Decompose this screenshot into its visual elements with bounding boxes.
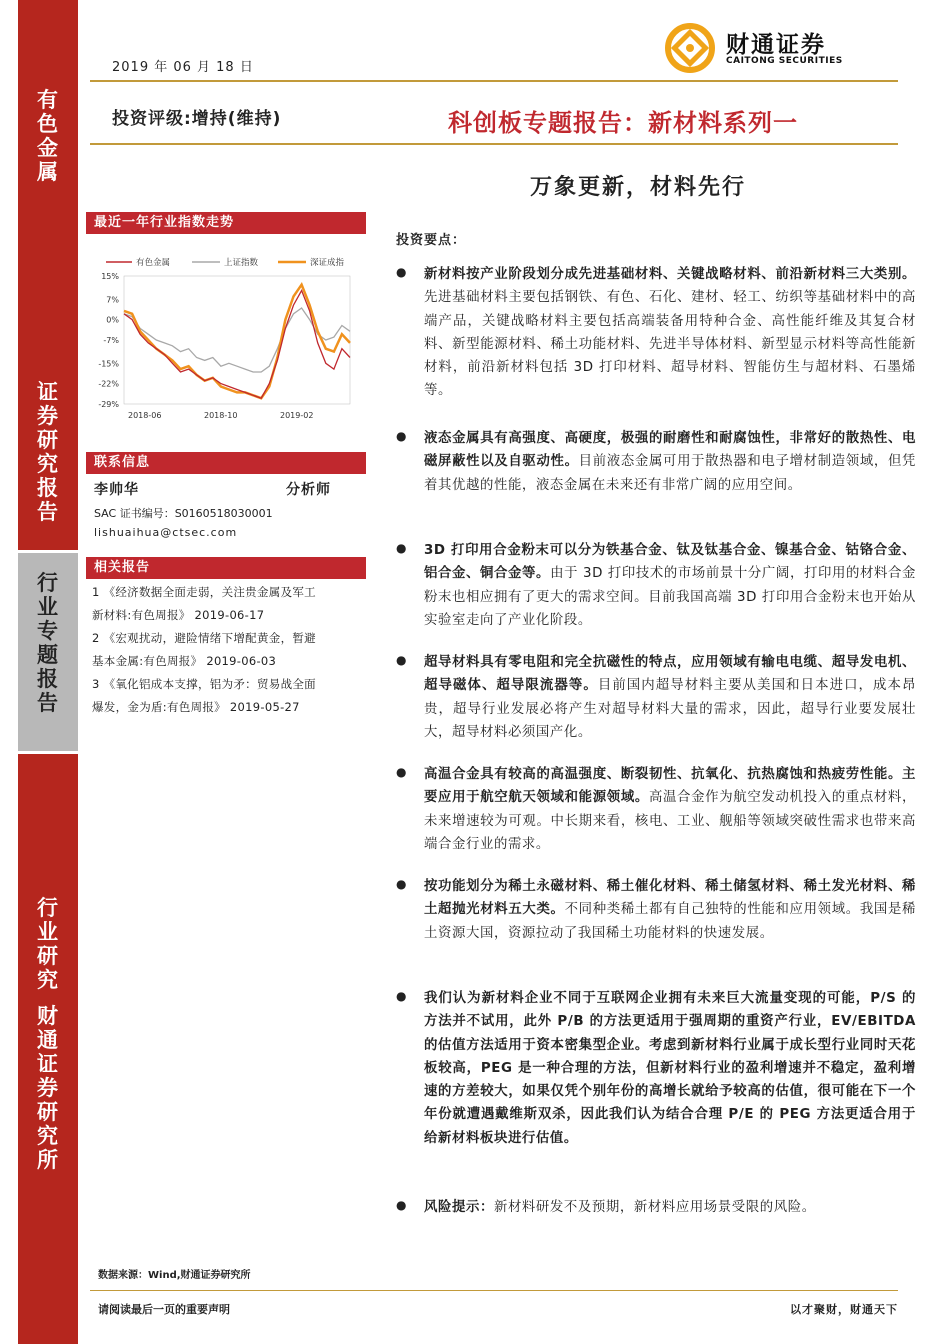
analyst-name: 李帅华 <box>94 482 139 498</box>
chart-series-group <box>124 285 350 399</box>
sidebar-mid-band <box>18 370 78 550</box>
footer-divider <box>90 1290 898 1291</box>
bullet-dot-icon: ● <box>396 877 407 891</box>
bullet-dot-icon: ● <box>396 429 407 443</box>
legend-label-shenzhen: 深证成指 <box>310 258 345 268</box>
data-source: 数据来源：Wind,财通证券研究所 <box>98 1270 251 1281</box>
sidebar-label-institute: 财 通 证 券 研 究 所 <box>37 1003 59 1172</box>
investment-point-6: ● 按功能划分为稀土永磁材料、稀土催化材料、稀土储氢材料、稀土发光材料、稀土超抛光材料五大类。不同种类稀土都有自己独特的性能和应用领域。我国是稀土资源大国，资源拉动了我国稀土功能材料的快速发展。 <box>396 877 917 941</box>
investment-rating: 投资评级:增持(维持) <box>112 109 282 129</box>
investment-point-5: ● 高温合金具有较高的高温强度、断裂韧性、抗氧化、抗热腐蚀和热疲劳性能。主要应用于航空航天领域和能源领域。高温合金作为航空发动机投入的重点材料，未来增速较为可观。中长期来看，核电、工业、舰船等领域突破性需求也带来高端合金行业的需求。 <box>396 765 916 852</box>
company-logo <box>662 22 884 74</box>
sac-number: SAC 证书编号：S0160518030001 <box>94 507 273 520</box>
logo-emblem-icon <box>662 22 718 74</box>
risk-warning: ● 风险提示：新材料研发不及预期，新材料应用场景受限的风险。 <box>396 1198 816 1215</box>
bullet-dot-icon: ● <box>396 765 407 779</box>
sidebar-bottom-band <box>18 754 78 1344</box>
contact-section-title: 联系信息 <box>86 452 366 474</box>
legend-label-shanghai: 上证指数 <box>224 258 259 268</box>
sidebar-label-report-type: 行 业 专 题 报 告 <box>37 570 59 715</box>
sidebar-label-industry-research: 行 业 研 究 <box>37 895 59 992</box>
x-tick-label: 2019-02 <box>280 411 314 420</box>
sidebar-top-band <box>18 0 78 370</box>
report-date: 2019 年 06 月 18 日 <box>112 60 254 75</box>
chart-x-axis <box>128 411 313 420</box>
report-subtitle: 万象更新，材料先行 <box>530 174 747 200</box>
chart-y-axis <box>98 272 119 409</box>
sidebar-label-sector: 有 色 金 属 <box>37 87 59 184</box>
legend-label-nonferrous: 有色金属 <box>136 258 171 268</box>
analyst-email[interactable]: lishuaihua@ctsec.com <box>94 526 238 539</box>
footer-disclaimer: 请阅读最后一页的重要声明 <box>98 1303 230 1316</box>
report-title: 科创板专题报告：新材料系列一 <box>448 108 798 137</box>
investment-point-4: ● 超导材料具有零电阻和完全抗磁性的特点，应用领域有输电电缆、超导发电机、超导磁体、超导限流器等。目前国内超导材料主要从美国和日本进口，成本昂贵，超导行业发展必将产生对超导材料大量的需求，因此，超导行业要发展壮大，超导材料必须国产化。 <box>396 653 917 740</box>
header-divider-bottom <box>90 143 898 145</box>
x-tick-label: 2018-06 <box>128 411 162 420</box>
logo-cn-text: 财通证券 <box>726 31 826 58</box>
y-tick-label: -7% <box>103 336 119 345</box>
investment-point-1: ● 新材料按产业阶段划分成先进基础材料、关键战略材料、前沿新材料三大类别。先进基础材料主要包括钢铁、有色、石化、建材、轻工、纺织等基础材料中的高端产品，关键战略材料主要包括高端装备用特种合金、高性能纤维及其复合材料、新型能源材料、稀土功能材料、先进半导体材料、新型显示材料等高性能新材料，前沿新材料包括 3D 打印材料、超导材料、智能仿生与超材料、石墨烯等。 <box>396 265 916 399</box>
investment-point-7: ● 我们认为新材料企业不同于互联网企业拥有未来巨大流量变现的可能，P/S 的方法并不试用，此外 P/B 的方法更适用于强周期的重资产行业，EV/EBITDA 的估值方法适用于资本密集型企业。考虑到新材料行业属于成长型行业同时天花板较高，PEG 是一种合理的方法，但新材料行业的盈利增速并不稳定，盈利增速的方差较大，如果仅凭个别年份的高增长就给予较高的估值，很可能在下一个年份就遭遇戴维斯双杀，因此我们认为结合合理 P/E 的 PEG 方法更适合用于给新材料板块进行估值。 <box>396 989 916 1146</box>
footer-slogan: 以才聚财，财通天下 <box>790 1303 898 1316</box>
investment-points-title: 投资要点： <box>396 233 467 248</box>
investment-point-3: ● 3D 打印用合金粉末可以分为铁基合金、钛及钛基合金、镍基合金、钴铬合金、铝合金、铜合金等。由于 3D 打印技术的市场前景十分广阔，打印用的材料合金粉末也相应拥有了更大的需求空间。目前我国高端 3D 打印用合金粉末也开始从实验室走向了产业化阶段。 <box>396 541 916 628</box>
investment-point-2: ● 液态金属具有高强度、高硬度，极强的耐磨性和耐腐蚀性，非常好的散热性、电磁屏蔽性以及自驱动性。目前液态金属可用于散热器和电子增材制造领域，但凭着其优越的性能，液态金属在未来还有非常广阔的应用空间。 <box>396 429 916 493</box>
y-tick-label: 7% <box>106 295 119 305</box>
sidebar-gray-band <box>18 553 78 751</box>
related-section-title: 相关报告 <box>86 557 366 579</box>
sidebar-label-research-report: 证 券 研 究 报 告 <box>37 379 59 524</box>
chart-section-title: 最近一年行业指数走势 <box>86 212 366 234</box>
series-line-nonferrous <box>124 291 350 399</box>
series-line-shenzhen <box>124 285 350 399</box>
bullet-dot-icon: ● <box>396 653 407 667</box>
logo-en-text: CAITONG SECURITIES <box>726 56 843 66</box>
chart-legend <box>106 257 345 268</box>
industry-index-chart <box>92 248 362 428</box>
x-tick-label: 2018-10 <box>204 411 238 420</box>
y-tick-label: 0% <box>106 315 119 325</box>
bullet-dot-icon: ● <box>396 265 407 279</box>
y-tick-label: 15% <box>101 272 119 281</box>
bullet-dot-icon: ● <box>396 989 407 1003</box>
bullet-dot-icon: ● <box>396 541 407 555</box>
y-tick-label: -29% <box>98 400 119 409</box>
y-tick-label: -15% <box>98 359 119 369</box>
related-reports-list <box>92 581 372 719</box>
header-divider-top <box>90 80 898 82</box>
y-tick-label: -22% <box>98 379 119 389</box>
series-line-shanghai <box>124 308 350 372</box>
related-report-item[interactable]: 1 《经济数据全面走弱，关注贵金属及军工 新材料:有色周报》 2019-06-17 <box>92 585 316 622</box>
related-report-item[interactable]: 3 《氧化铝成本支撑，铝为矛：贸易战全面 爆发，金为盾:有色周报》 2019-05-27 <box>92 677 316 714</box>
analyst-role: 分析师 <box>286 482 331 498</box>
bullet-dot-icon: ● <box>396 1198 407 1212</box>
related-report-item[interactable]: 2 《宏观扰动，避险情绪下增配黄金，暂避 基本金属:有色周报》 2019-06-03 <box>92 631 316 668</box>
